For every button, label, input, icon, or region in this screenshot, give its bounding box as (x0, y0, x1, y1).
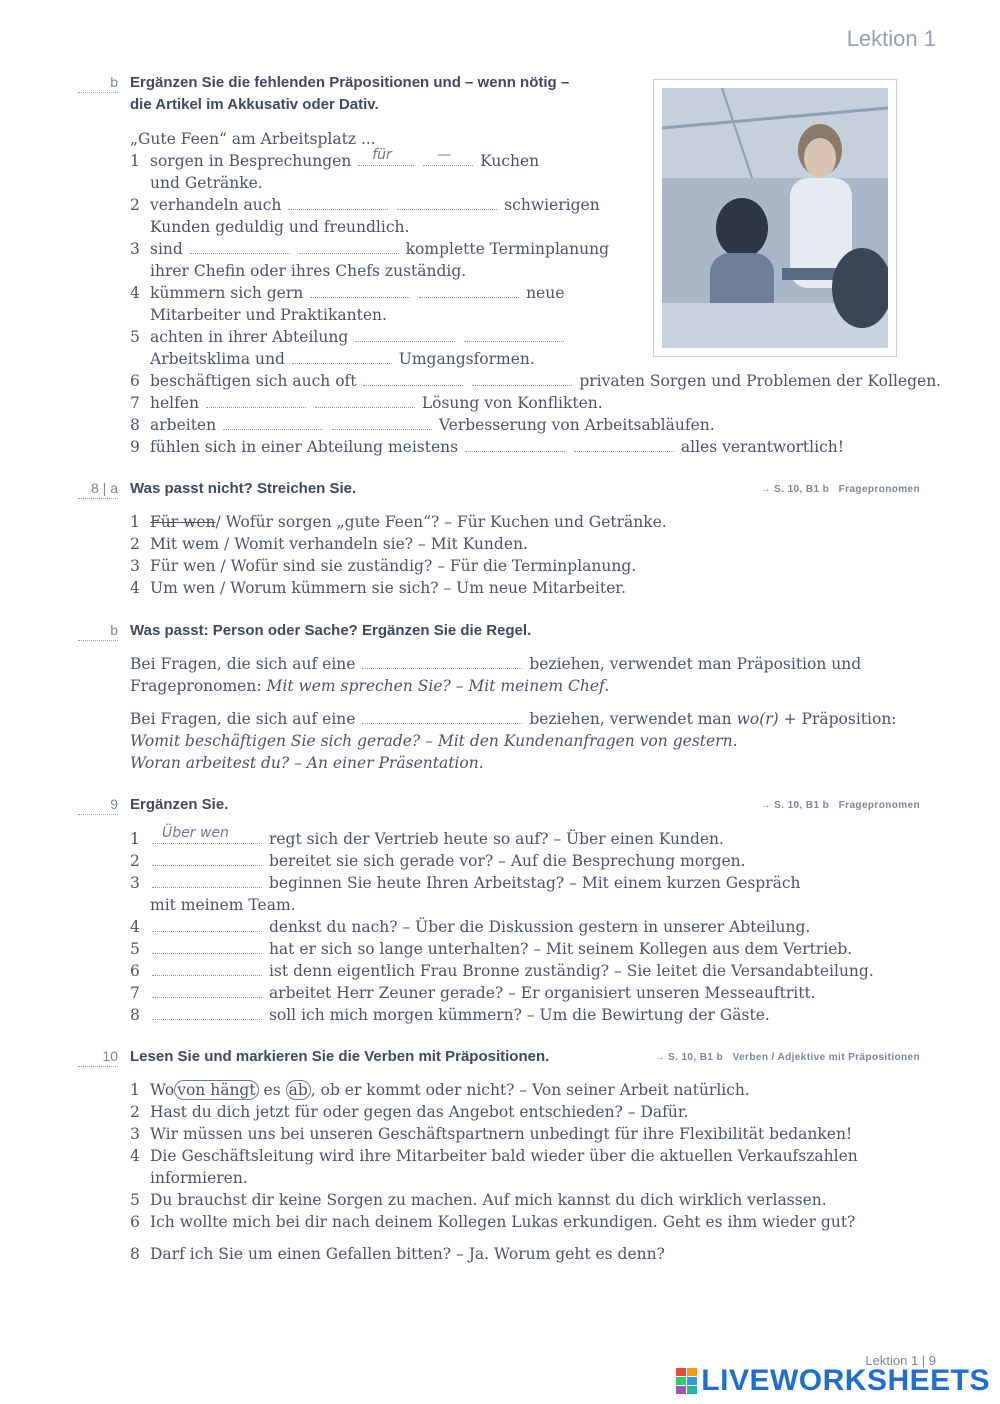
ex10-item-5 (130, 1189, 827, 1211)
exercise-8b-heading: Was passt: Person oder Sache? Ergänzen Sie die Regel. (130, 622, 532, 639)
ex9-item-5 (130, 938, 852, 960)
answer-blank[interactable] (419, 282, 519, 298)
item-number: 2 (130, 852, 140, 870)
item-text: neue (526, 284, 565, 302)
item-number: 1 (130, 152, 140, 170)
item-text: Kuchen (480, 152, 540, 170)
item-text: denkst du nach? – Über die Diskussion gestern in unserer Abteilung. (268, 918, 811, 936)
grammar-topic: Verben / Adjektive mit Präpositionen (732, 1052, 920, 1063)
exercise-9-reference (761, 800, 920, 811)
grammar-topic: Fragepronomen (838, 800, 920, 811)
item-number: 8 (130, 1245, 140, 1263)
ex8b-rule-1-cont (130, 675, 609, 697)
answer-blank[interactable] (465, 436, 565, 452)
item-number: 1 (130, 1081, 140, 1099)
exercise-8a-heading: Was passt nicht? Streichen Sie. (130, 480, 357, 497)
answer-blank[interactable] (315, 392, 415, 408)
answer-blank[interactable] (152, 982, 262, 998)
exercise-10-reference (654, 1052, 920, 1063)
item-text: privaten Sorgen und Problemen der Kollegen. (579, 372, 942, 390)
answer-blank[interactable] (464, 326, 564, 342)
item-text: beschäftigen sich auch oft (150, 372, 357, 390)
item-number: 2 (130, 535, 140, 553)
handwritten-answer: — (437, 147, 452, 163)
ex9-item-3 (130, 872, 801, 894)
item-text: es (263, 1081, 281, 1099)
ex8b-rule-1 (130, 653, 861, 675)
exercise-10-heading: Lesen Sie und markieren Sie die Verben mit Präpositionen. (130, 1048, 550, 1065)
ex7b-item-7 (130, 392, 603, 414)
answer-blank[interactable] (397, 194, 497, 210)
item-text: regt sich der Vertrieb heute so auf? – Über einen Kunden. (268, 830, 724, 848)
ex7b-item-2 (130, 194, 600, 216)
ex7b-item-8 (130, 414, 715, 436)
exercise-10-number: 10 (78, 1048, 118, 1067)
item-text[interactable]: Mit wem / Womit verhandeln sie? – Mit Kunden. (150, 535, 528, 553)
item-text: komplette Terminplanung (405, 240, 610, 258)
exercise-9-heading: Ergänzen Sie. (130, 796, 229, 813)
page-reference: → S. 10, B1 b (760, 484, 830, 495)
item-text: helfen (150, 394, 200, 412)
ex9-item-3-cont: mit meinem Team. (150, 896, 296, 914)
answer-blank[interactable] (223, 414, 323, 430)
item-text[interactable]: Für wen / Wofür sind sie zuständig? – Für die Terminplanung. (150, 557, 637, 575)
item-text: Arbeitsklima und (150, 350, 285, 368)
page-reference: → S. 10, B1 b (654, 1052, 724, 1063)
item-text: Verbesserung von Arbeitsabläufen. (438, 416, 715, 434)
answer-blank[interactable] (152, 1004, 262, 1020)
item-number: 3 (130, 1125, 140, 1143)
item-number: 1 (130, 830, 140, 848)
page-reference: → S. 10, B1 b (760, 800, 830, 811)
ex9-item-6 (130, 960, 874, 982)
item-text: / Wofür sorgen „gute Feen“? – Für Kuchen und Getränke. (215, 513, 667, 531)
answer-blank[interactable] (299, 238, 399, 254)
answer-blank[interactable] (423, 147, 473, 166)
answer-blank[interactable] (362, 708, 522, 724)
item-number: 3 (130, 557, 140, 575)
ex7b-item-5-cont (150, 348, 535, 370)
item-text: hat er sich so lange unterhalten? – Mit seinem Kollegen aus dem Vertrieb. (268, 940, 853, 958)
item-number: 7 (130, 984, 140, 1002)
item-text: sorgen in Besprechungen (150, 152, 352, 170)
exercise-8a-reference (761, 484, 920, 495)
ex7b-item-4-cont: Mitarbeiter und Praktikanten. (150, 306, 387, 324)
item-text[interactable]: Ich wollte mich bei dir nach deinem Kollegen Lukas erkundigen. Geht es ihm wieder gut? (150, 1213, 856, 1231)
ex9-item-2 (130, 850, 746, 872)
item-text: alles verantwortlich! (680, 438, 844, 456)
item-number: 8 (130, 1006, 140, 1024)
item-text[interactable]: Du brauchst dir keine Sorgen zu machen. Auf mich kannst du dich wirklich verlassen. (150, 1191, 827, 1209)
ex7b-item-3 (130, 238, 609, 260)
item-text: fühlen sich in einer Abteilung meistens (150, 438, 459, 456)
answer-blank[interactable] (152, 850, 262, 866)
answer-blank[interactable] (363, 370, 463, 386)
answer-blank[interactable] (288, 194, 388, 210)
ex8b-rule-2 (130, 708, 897, 730)
answer-blank[interactable] (190, 238, 290, 254)
item-text: Wo (150, 1081, 175, 1099)
heading-line-1: Ergänzen Sie die fehlenden Präpositionen und – wenn nötig – (130, 74, 570, 91)
exercise-9-number: 9 (78, 796, 118, 815)
item-text: sind (150, 240, 183, 258)
ex7b-item-4 (130, 282, 564, 304)
item-number: 3 (130, 874, 140, 892)
answer-blank[interactable] (152, 872, 262, 888)
item-text: verhandeln auch (150, 196, 282, 214)
heading-line-2: die Artikel im Akkusativ oder Dativ. (130, 96, 379, 113)
item-text: soll ich mich morgen kümmern? – Um die Bewirtung der Gäste. (268, 1006, 770, 1024)
handwritten-answer: Über wen (162, 825, 229, 841)
item-text: beginnen Sie heute Ihren Arbeitstag? – Mit einem kurzen Gespräch (268, 874, 801, 892)
exercise-7b-heading (130, 72, 569, 116)
item-text: kümmern sich gern (150, 284, 304, 302)
ex9-item-7 (130, 982, 816, 1004)
item-number: 1 (130, 513, 140, 531)
answer-blank[interactable] (152, 916, 262, 932)
office-photo (654, 80, 896, 356)
office-scene-illustration (662, 88, 888, 348)
item-text[interactable]: Die Geschäftsleitung wird ihre Mitarbeiter bald wieder über die aktuellen Verkaufszahlen (150, 1147, 858, 1165)
exercise-8a-number: 8 | a (78, 480, 118, 499)
item-text: Lösung von Konflikten. (421, 394, 603, 412)
item-number: 4 (130, 579, 140, 597)
page-header: Lektion 1 (846, 26, 936, 51)
item-number: 6 (130, 1213, 140, 1231)
ex8b-example-2: Woran arbeitest du? – An einer Präsentation. (130, 754, 484, 772)
answer-blank[interactable] (152, 960, 262, 976)
item-text: arbeitet Herr Zeuner gerade? – Er organisiert unseren Messeauftritt. (268, 984, 816, 1002)
item-text: arbeiten (150, 416, 217, 434)
example-text: Mit wem sprechen Sie? – Mit meinem Chef. (266, 677, 610, 695)
answer-blank[interactable] (355, 326, 455, 342)
ex10-item-4 (130, 1145, 858, 1167)
logo-blocks-icon (676, 1368, 697, 1394)
ex7b-item-1 (130, 147, 540, 172)
ex10-item-2 (130, 1101, 689, 1123)
item-number: 5 (130, 328, 140, 346)
ex7b-item-1-cont: und Getränke. (150, 174, 263, 192)
exercise-8b-letter: b (78, 622, 118, 641)
ex8a-item-3 (130, 555, 636, 577)
item-text: bereitet sie sich gerade vor? – Auf die Besprechung morgen. (268, 852, 746, 870)
ex10-item-1 (130, 1079, 750, 1101)
item-number: 4 (130, 1147, 140, 1165)
rule-text: Bei Fragen, die sich auf eine (130, 710, 356, 728)
item-number: 2 (130, 1103, 140, 1121)
item-text: , ob er kommt oder nicht? – Von seiner Arbeit natürlich. (310, 1081, 750, 1099)
item-number: 4 (130, 918, 140, 936)
answer-blank[interactable] (358, 147, 414, 166)
item-number: 5 (130, 940, 140, 958)
item-text: achten in ihrer Abteilung (150, 328, 349, 346)
ex10-item-3 (130, 1123, 852, 1145)
ex10-item-7-clipped (130, 1234, 810, 1240)
handwritten-answer: für (372, 147, 392, 163)
exercise-7b-intro: „Gute Feen“ am Arbeitsplatz ... (130, 130, 376, 148)
item-text[interactable]: Hast du dich jetzt für oder gegen das Angebot entschieden? – Dafür. (150, 1103, 689, 1121)
marked-preposition[interactable]: ab (286, 1080, 311, 1100)
answer-blank[interactable] (574, 436, 674, 452)
item-number: 7 (130, 394, 140, 412)
item-text[interactable]: Um wen / Worum kümmern sie sich? – Um neue Mitarbeiter. (150, 579, 626, 597)
rule-text: beziehen, verwendet man (529, 710, 732, 728)
answer-blank[interactable] (332, 414, 432, 430)
item-number: 2 (130, 196, 140, 214)
ex8a-item-1 (130, 511, 667, 533)
answer-blank[interactable] (292, 348, 392, 364)
item-number: 4 (130, 284, 140, 302)
struck-option[interactable]: Für wen (150, 513, 216, 531)
rule-text: Fragepronomen: (130, 677, 262, 695)
liveworksheets-logo (676, 1364, 990, 1398)
ex7b-item-2-cont: Kunden geduldig und freundlich. (150, 218, 410, 236)
rule-text: Bei Fragen, die sich auf eine (130, 655, 356, 673)
rule-keyword: wo(r) (736, 710, 779, 728)
ex8a-item-2 (130, 533, 528, 555)
item-text: ist denn eigentlich Frau Bronne zuständig? – Sie leitet die Versandabteilung. (268, 962, 874, 980)
answer-blank[interactable] (206, 392, 306, 408)
ex10-item-6 (130, 1211, 855, 1233)
item-number: 3 (130, 240, 140, 258)
ex7b-item-5 (130, 326, 566, 348)
grammar-topic: Fragepronomen (838, 484, 920, 495)
ex9-item-4 (130, 916, 810, 938)
ex8b-example-1: Womit beschäftigen Sie sich gerade? – Mit den Kundenanfragen von gestern. (130, 732, 738, 750)
answer-blank[interactable] (152, 938, 262, 954)
ex7b-item-3-cont: ihrer Chefin oder ihres Chefs zuständig. (150, 262, 467, 280)
page-footer: Lektion 1 | 9 (865, 1353, 936, 1368)
brand-name: LIVEWORKSHEETS (701, 1364, 990, 1397)
ex7b-item-9 (130, 436, 844, 458)
ex9-item-1 (130, 825, 724, 850)
ex9-item-8 (130, 1004, 770, 1026)
ex8a-item-4 (130, 577, 626, 599)
answer-blank[interactable] (362, 653, 522, 669)
item-text[interactable]: Wir müssen uns bei unseren Geschäftspartnern unbedingt für ihre Flexibilität bedanken! (150, 1125, 853, 1143)
answer-blank[interactable] (310, 282, 410, 298)
item-text: Umgangsformen. (398, 350, 535, 368)
item-number: 9 (130, 438, 140, 456)
rule-text: beziehen, verwendet man Präposition und (529, 655, 862, 673)
ex10-item-8 (130, 1243, 665, 1265)
rule-text: + Präposition: (783, 710, 897, 728)
item-number: 8 (130, 416, 140, 434)
item-number: 6 (130, 372, 140, 390)
answer-blank[interactable] (472, 370, 572, 386)
marked-verb[interactable]: von hängt (174, 1080, 258, 1100)
ex7b-item-6 (130, 370, 941, 392)
item-text[interactable]: Darf ich Sie um einen Gefallen bitten? – Ja. Worum geht es denn? (150, 1245, 665, 1263)
exercise-7b-letter: b (78, 74, 118, 93)
item-number: 5 (130, 1191, 140, 1209)
ex10-item-4-cont[interactable]: informieren. (150, 1169, 248, 1187)
item-text: schwierigen (504, 196, 600, 214)
answer-blank[interactable] (152, 825, 262, 844)
item-number: 6 (130, 962, 140, 980)
